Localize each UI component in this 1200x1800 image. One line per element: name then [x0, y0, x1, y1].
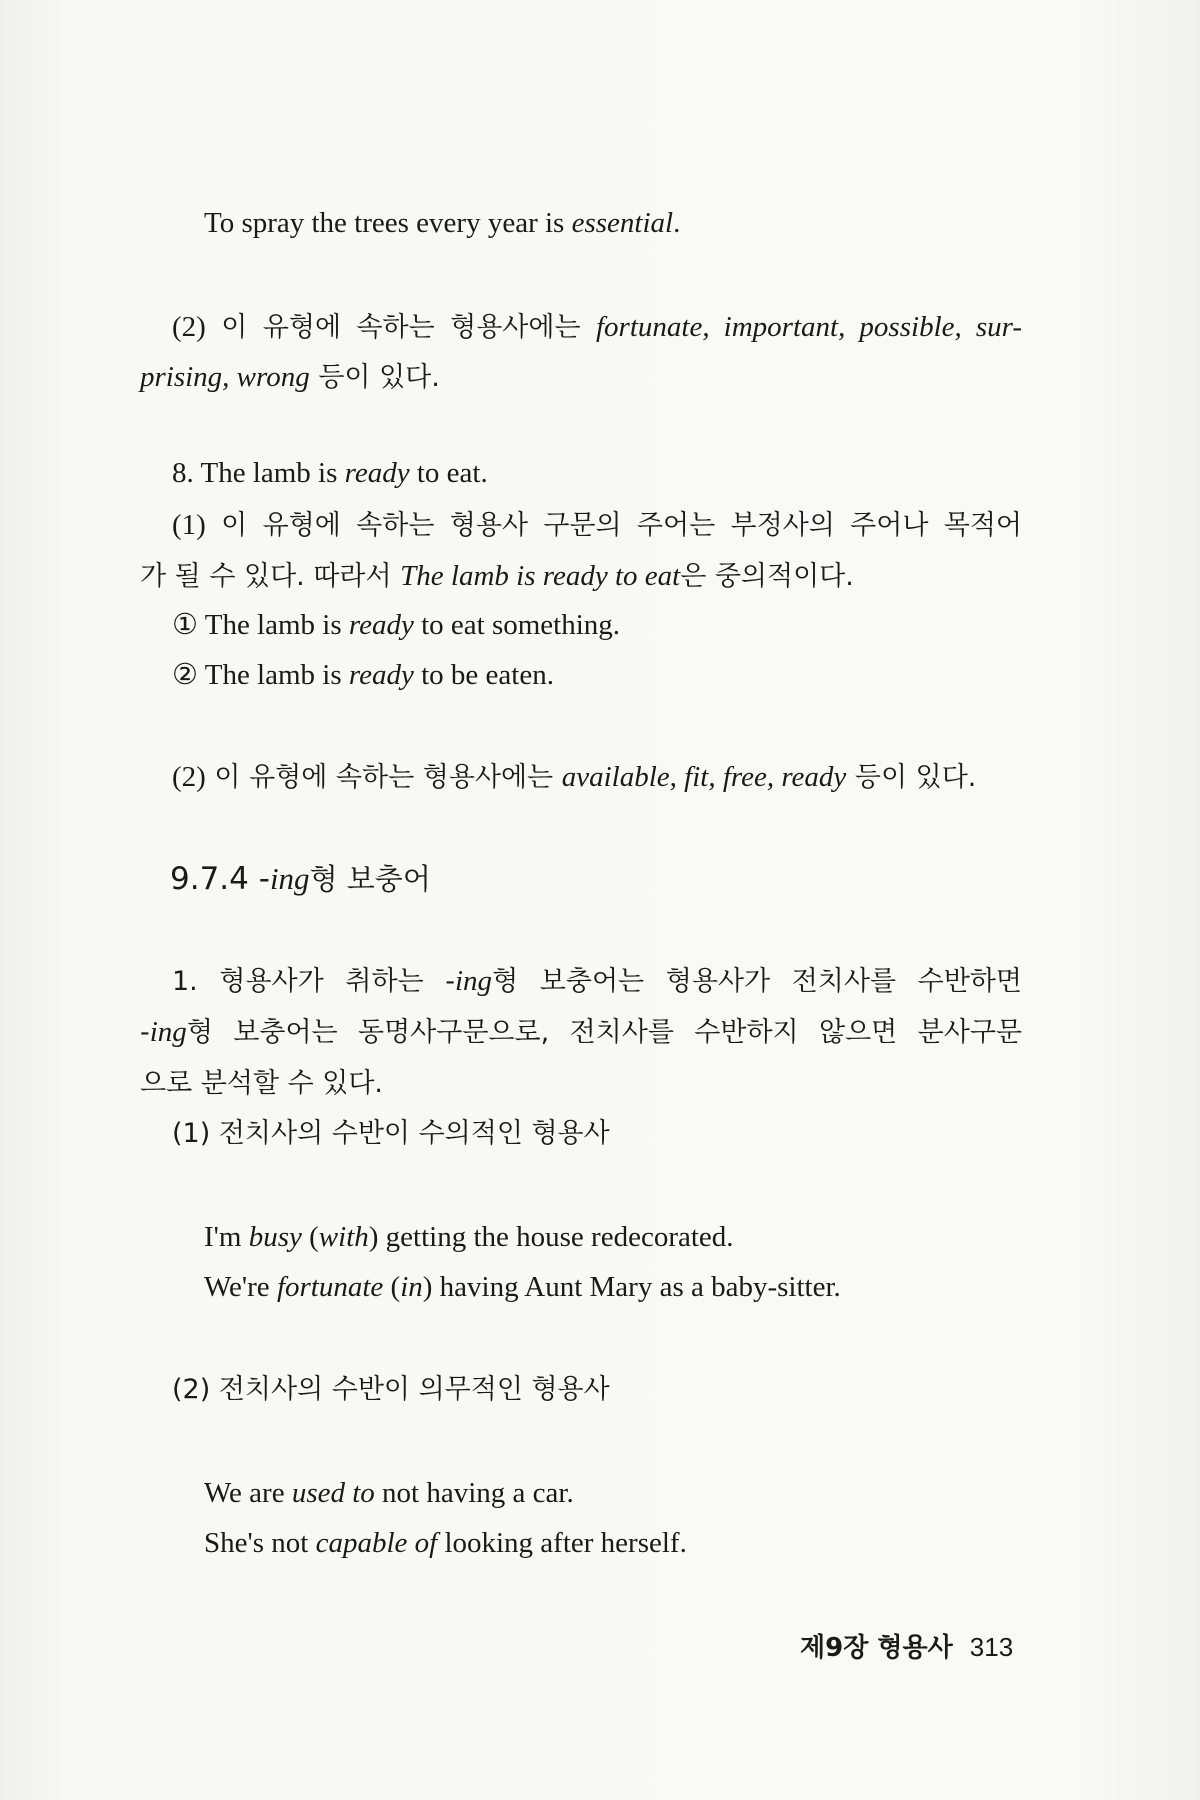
item-title: 8. The lamb is ready to eat.	[172, 457, 488, 489]
example-sentence: ① The lamb is ready to eat something.	[172, 609, 621, 641]
paragraph-line: (2) 이 유형에 속하는 형용사에는 available, fit, free, ready 등이 있다.	[172, 761, 977, 793]
subsection-label: (1) 전치사의 수반이 수의적인 형용사	[172, 1118, 610, 1149]
example-sentence: I'm busy (with) getting the house redecorated.	[204, 1221, 734, 1253]
example-sentence: She's not capable of looking after herself.	[204, 1527, 687, 1559]
example-sentence: We're fortunate (in) having Aunt Mary as a baby-sitter.	[204, 1271, 841, 1303]
paragraph-line: 으로 분석할 수 있다.	[140, 1068, 383, 1099]
paragraph-line: 1. 형용사가 취하는 -ing형 보충어는 형용사가 전치사를 수반하면	[172, 965, 1023, 997]
paragraph-line: 가 될 수 있다. 따라서 The lamb is ready to eat은 중의적이다.	[140, 560, 854, 592]
example-sentence: We are used to not having a car.	[204, 1477, 574, 1509]
section-heading: 9.7.4 -ing형 보충어	[170, 861, 431, 897]
paragraph-line: -ing형 보충어는 동명사구문으로, 전치사를 수반하지 않으면 분사구문	[140, 1016, 1022, 1048]
paragraph-line: (1) 이 유형에 속하는 형용사 구문의 주어는 부정사의 주어나 목적어	[172, 509, 1022, 541]
subsection-label: (2) 전치사의 수반이 의무적인 형용사	[172, 1374, 610, 1405]
example-sentence: To spray the trees every year is essential.	[204, 207, 681, 239]
page-footer	[800, 1627, 1013, 1668]
example-sentence: ② The lamb is ready to be eaten.	[172, 659, 554, 691]
chapter-title: 제9장 형용사	[800, 1633, 953, 1663]
page-number: 313	[969, 1632, 1014, 1662]
paragraph-line: (2) 이 유형에 속하는 형용사에는 fortunate, important, possible, sur-	[172, 311, 1022, 343]
paragraph-line: prising, wrong 등이 있다.	[140, 361, 440, 393]
